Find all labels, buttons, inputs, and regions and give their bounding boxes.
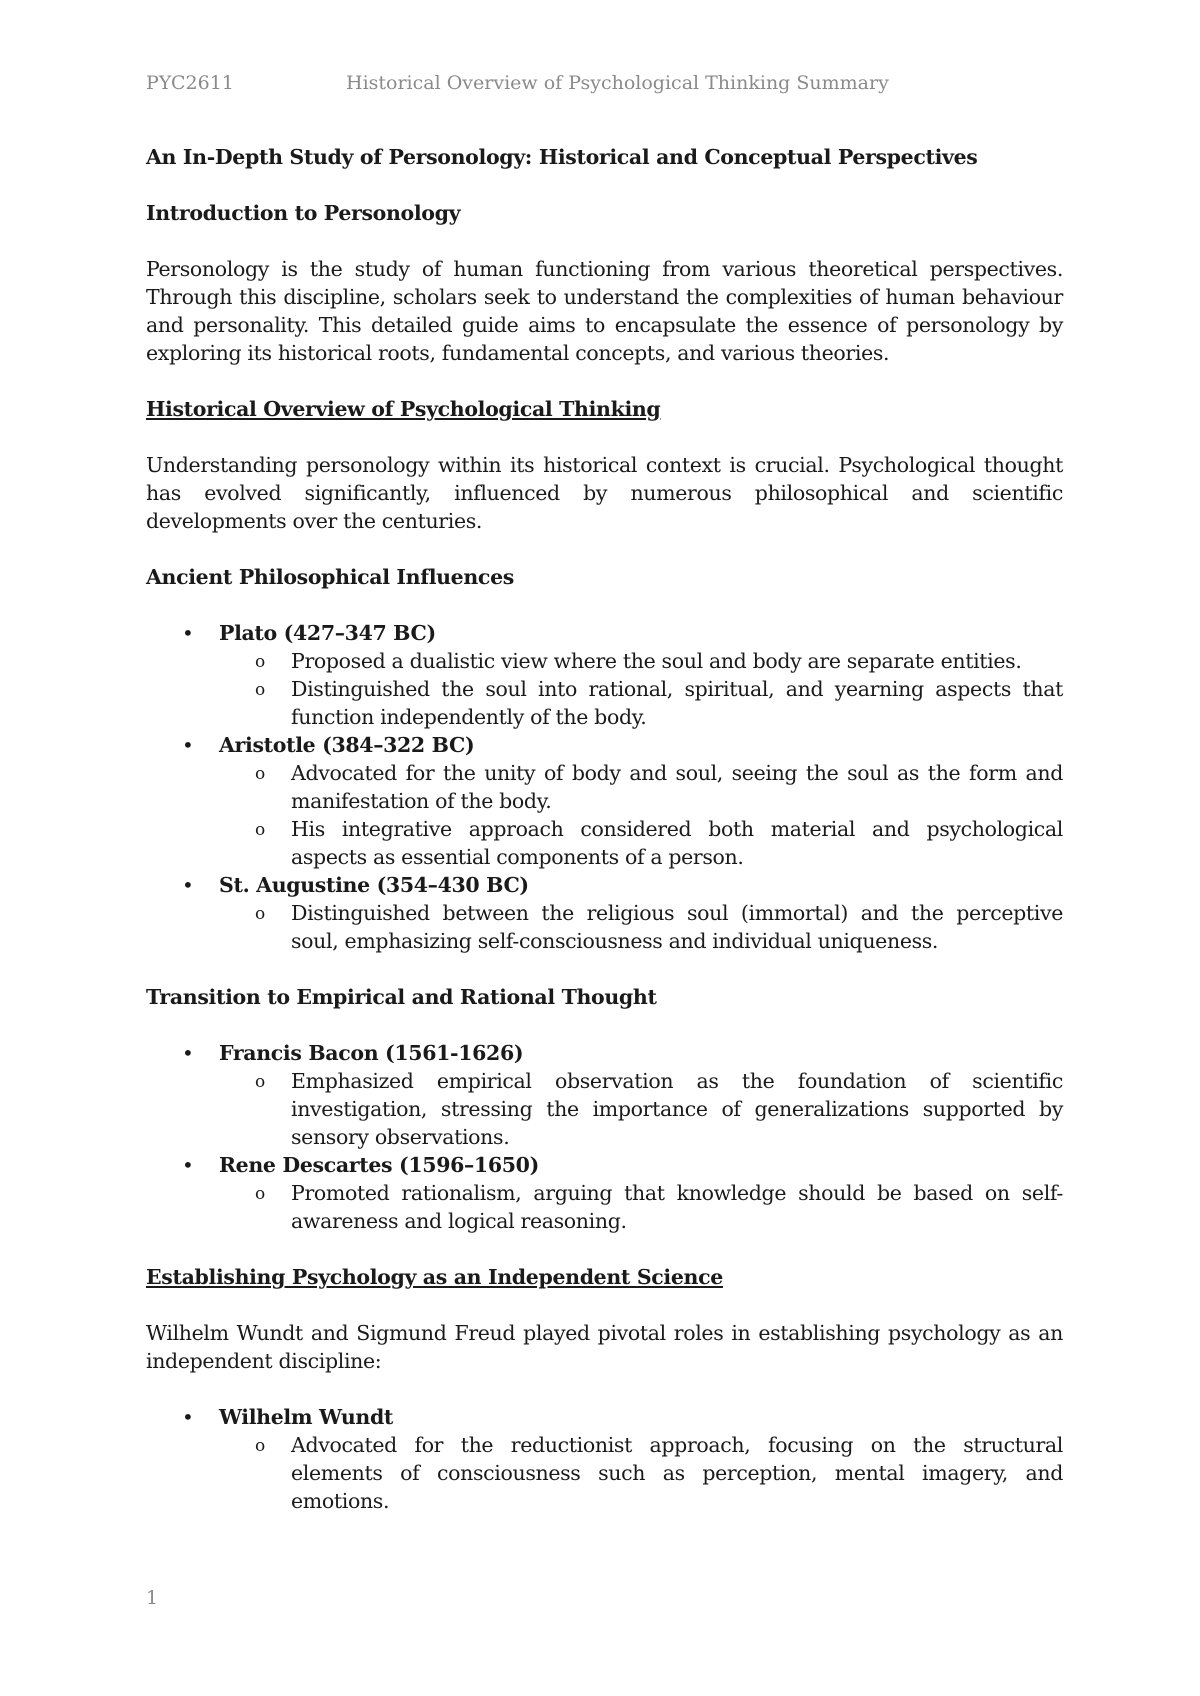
sub-point bbox=[219, 759, 1063, 815]
transition-list bbox=[146, 1039, 1063, 1235]
page-number: 1 bbox=[146, 1587, 159, 1609]
list-item-francis-bacon bbox=[146, 1039, 1063, 1151]
ancient-influences-list bbox=[146, 619, 1063, 955]
philosopher-name: Francis Bacon (1561-1626) bbox=[219, 1041, 524, 1065]
section-heading-ancient-influences: Ancient Philosophical Influences bbox=[146, 565, 514, 589]
independent-science-paragraph: Wilhelm Wundt and Sigmund Freud played pivotal roles in establishing psychology as an independent discipline: bbox=[146, 1321, 1063, 1373]
philosopher-name: St. Augustine (354–430 BC) bbox=[219, 873, 529, 897]
section-heading-historical-overview: Historical Overview of Psychological Thinking bbox=[146, 397, 661, 421]
section-heading-independent-science: Establishing Psychology as an Independent Science bbox=[146, 1265, 723, 1289]
bullet-icon: • bbox=[182, 733, 194, 757]
circle-bullet-icon: o bbox=[255, 680, 265, 700]
bullet-icon: • bbox=[182, 1405, 194, 1429]
sub-point-text: Promoted rationalism, arguing that knowledge should be based on self-awareness and logical reasoning. bbox=[291, 1181, 1063, 1233]
sub-point-list bbox=[219, 1179, 1063, 1235]
sub-point bbox=[219, 1179, 1063, 1235]
philosopher-name: Aristotle (384–322 BC) bbox=[219, 733, 475, 757]
sub-point bbox=[219, 1431, 1063, 1515]
section-heading-transition: Transition to Empirical and Rational Thought bbox=[146, 985, 657, 1009]
sub-point-list bbox=[219, 1431, 1063, 1515]
list-item-plato bbox=[146, 619, 1063, 731]
circle-bullet-icon: o bbox=[255, 764, 265, 784]
sub-point-list bbox=[219, 899, 1063, 955]
historical-overview-paragraph: Understanding personology within its historical context is crucial. Psychological thought has evolved significantly, influenced by numerous philosophical and scientific developments over the centuries. bbox=[146, 453, 1063, 533]
sub-point bbox=[219, 899, 1063, 955]
sub-point bbox=[219, 675, 1063, 731]
document-body bbox=[146, 143, 1063, 1543]
sub-point-text: Emphasized empirical observation as the foundation of scientific investigation, stressing the importance of generalizations supported by sensory observations. bbox=[291, 1069, 1063, 1149]
sub-point bbox=[219, 647, 1063, 675]
philosopher-name: Rene Descartes (1596–1650) bbox=[219, 1153, 539, 1177]
bullet-icon: • bbox=[182, 1041, 194, 1065]
circle-bullet-icon: o bbox=[255, 652, 265, 672]
sub-point bbox=[219, 815, 1063, 871]
header-course-code: PYC2611 bbox=[146, 72, 234, 94]
sub-point-text: Advocated for the reductionist approach, focusing on the structural elements of consciousness such as perception, mental imagery, and emotions. bbox=[291, 1433, 1063, 1513]
sub-point-text: Advocated for the unity of body and soul, seeing the soul as the form and manifestation of the body. bbox=[291, 761, 1063, 813]
list-item-wilhelm-wundt bbox=[146, 1403, 1063, 1515]
list-item-st-augustine bbox=[146, 871, 1063, 955]
bullet-icon: • bbox=[182, 873, 194, 897]
sub-point-list bbox=[219, 1067, 1063, 1151]
circle-bullet-icon: o bbox=[255, 1072, 265, 1092]
sub-point-text: His integrative approach considered both material and psychological aspects as essential components of a person. bbox=[291, 817, 1063, 869]
header-document-title: Historical Overview of Psychological Thinking Summary bbox=[346, 72, 889, 94]
bullet-icon: • bbox=[182, 1153, 194, 1177]
sub-point-list bbox=[219, 759, 1063, 871]
sub-point-text: Distinguished between the religious soul (immortal) and the perceptive soul, emphasizing self-consciousness and individual uniqueness. bbox=[291, 901, 1063, 953]
circle-bullet-icon: o bbox=[255, 904, 265, 924]
sub-point bbox=[219, 1067, 1063, 1151]
circle-bullet-icon: o bbox=[255, 1436, 265, 1456]
scientist-name: Wilhelm Wundt bbox=[219, 1405, 394, 1429]
sub-point-text: Proposed a dualistic view where the soul and body are separate entities. bbox=[291, 649, 1022, 673]
sub-point-text: Distinguished the soul into rational, spiritual, and yearning aspects that function independently of the body. bbox=[291, 677, 1063, 729]
list-item-rene-descartes bbox=[146, 1151, 1063, 1235]
bullet-icon: • bbox=[182, 621, 194, 645]
list-item-aristotle bbox=[146, 731, 1063, 871]
introduction-paragraph: Personology is the study of human functioning from various theoretical perspectives. Through this discipline, scholars seek to understand the complexities of human behaviour and personality. This detailed guide aims to encapsulate the essence of personology by exploring its historical roots, fundamental concepts, and various theories. bbox=[146, 257, 1063, 365]
sub-point-list bbox=[219, 647, 1063, 731]
philosopher-name: Plato (427–347 BC) bbox=[219, 621, 436, 645]
section-heading-introduction: Introduction to Personology bbox=[146, 201, 461, 225]
independent-science-list bbox=[146, 1403, 1063, 1515]
circle-bullet-icon: o bbox=[255, 820, 265, 840]
page-header bbox=[146, 72, 889, 94]
circle-bullet-icon: o bbox=[255, 1184, 265, 1204]
document-title: An In-Depth Study of Personology: Historical and Conceptual Perspectives bbox=[146, 145, 978, 169]
